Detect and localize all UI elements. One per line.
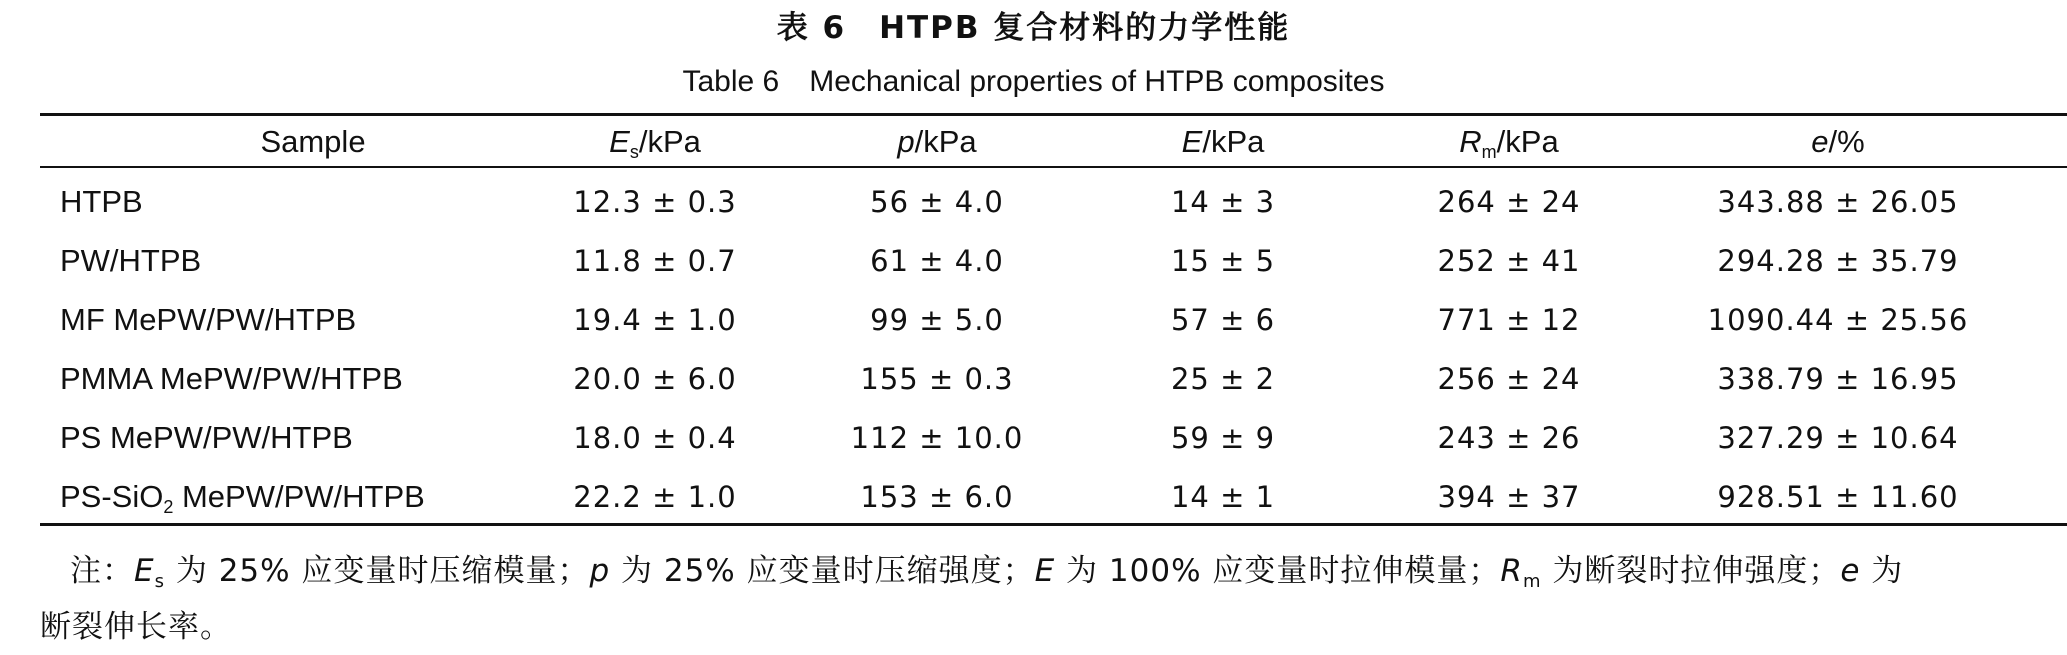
table-cell-rm: 264 ± 24 [1437, 185, 1581, 219]
note-rm-subscript: m [1522, 571, 1542, 592]
sample-name-suffix: MePW/PW/HTPB [173, 479, 425, 514]
sample-name-subscript: 2 [163, 497, 174, 517]
table-row-sample: PMMA MePW/PW/HTPB [60, 361, 403, 396]
table-cell-p: 153 ± 6.0 [860, 480, 1014, 514]
table-row-sample: HTPB [60, 184, 143, 219]
header-p-symbol: p [897, 124, 915, 159]
table-cell-elongation: 928.51 ± 11.60 [1717, 480, 1959, 514]
table-cell-elongation: 327.29 ± 10.64 [1717, 421, 1959, 455]
header-rule [40, 166, 2067, 168]
header-es-subscript: s [629, 142, 639, 162]
table-cell-p: 61 ± 4.0 [870, 244, 1004, 278]
header-sample: Sample [260, 124, 366, 159]
table-cell-e: 14 ± 1 [1170, 480, 1276, 514]
bottom-rule [40, 523, 2067, 526]
table-cell-es: 18.0 ± 0.4 [573, 421, 737, 455]
table-cell-es: 20.0 ± 6.0 [573, 362, 737, 396]
header-elongation-unit: /% [1828, 124, 1865, 159]
note-e-symbol: E [1034, 553, 1056, 589]
table-row-sample: MF MePW/PW/HTPB [60, 302, 357, 337]
table-row-sample: PW/HTPB [60, 243, 202, 278]
note-elongation-symbol: e [1840, 553, 1861, 589]
header-elongation-symbol: e [1811, 124, 1829, 159]
table-cell-p: 99 ± 5.0 [870, 303, 1004, 337]
table-row-sample: PS MePW/PW/HTPB [60, 420, 353, 455]
header-e-unit: /kPa [1202, 124, 1265, 159]
header-p [897, 122, 976, 162]
table-cell-rm: 243 ± 26 [1437, 421, 1581, 455]
note-text-4: 为断裂时拉伸强度； [1541, 553, 1841, 589]
note-text-1: 为 25% 应变量时压缩模量； [164, 553, 590, 589]
note-es-symbol: E [134, 553, 155, 589]
header-e [1182, 122, 1265, 162]
header-rm [1459, 122, 1558, 162]
header-es-unit: /kPa [638, 124, 701, 159]
table-cell-p: 112 ± 10.0 [850, 421, 1024, 455]
table-row-sample [60, 477, 425, 517]
table-cell-p: 56 ± 4.0 [870, 185, 1004, 219]
note-text-2: 为 25% 应变量时压缩强度； [610, 553, 1035, 589]
top-rule [40, 113, 2067, 116]
header-rm-symbol: R [1459, 124, 1482, 159]
table-note [70, 543, 2060, 599]
table-cell-e: 59 ± 9 [1170, 421, 1276, 455]
note-es-subscript: s [154, 571, 165, 592]
table-cell-rm: 771 ± 12 [1437, 303, 1581, 337]
table-cell-elongation: 338.79 ± 16.95 [1717, 362, 1959, 396]
table-cell-rm: 252 ± 41 [1437, 244, 1581, 278]
table-cell-elongation: 294.28 ± 35.79 [1717, 244, 1959, 278]
note-p-symbol: p [589, 553, 611, 589]
table-cell-rm: 394 ± 37 [1437, 480, 1581, 514]
note-rm-symbol: R [1500, 553, 1523, 589]
header-rm-subscript: m [1481, 142, 1497, 162]
table-cell-elongation: 343.88 ± 26.05 [1717, 185, 1959, 219]
header-elongation [1811, 122, 1864, 162]
table-cell-e: 57 ± 6 [1170, 303, 1276, 337]
table-cell-es: 19.4 ± 1.0 [573, 303, 737, 337]
table-title-chinese: 表 6 HTPB 复合材料的力学性能 [776, 10, 1291, 46]
note-text-3: 为 100% 应变量时拉伸模量； [1055, 553, 1501, 589]
header-p-unit: /kPa [914, 124, 977, 159]
table-cell-rm: 256 ± 24 [1437, 362, 1581, 396]
table-cell-elongation: 1090.44 ± 25.56 [1707, 303, 1969, 337]
table-note-line2: 断裂伸长率。 [40, 609, 232, 645]
table-cell-es: 12.3 ± 0.3 [573, 185, 737, 219]
sample-name-prefix: PS-SiO [60, 479, 164, 514]
table-cell-e: 25 ± 2 [1170, 362, 1276, 396]
note-prefix: 注： [70, 553, 134, 589]
table-cell-e: 15 ± 5 [1170, 244, 1276, 278]
table-cell-es: 11.8 ± 0.7 [573, 244, 737, 278]
header-e-symbol: E [1181, 124, 1203, 159]
header-rm-unit: /kPa [1496, 124, 1559, 159]
header-es-symbol: E [609, 124, 630, 159]
table-title-english: Table 6 Mechanical properties of HTPB composites [682, 65, 1385, 98]
header-es [609, 122, 701, 162]
note-text-5: 为 [1860, 553, 1904, 589]
table-cell-es: 22.2 ± 1.0 [573, 480, 737, 514]
table-cell-p: 155 ± 0.3 [860, 362, 1014, 396]
table-cell-e: 14 ± 3 [1170, 185, 1276, 219]
